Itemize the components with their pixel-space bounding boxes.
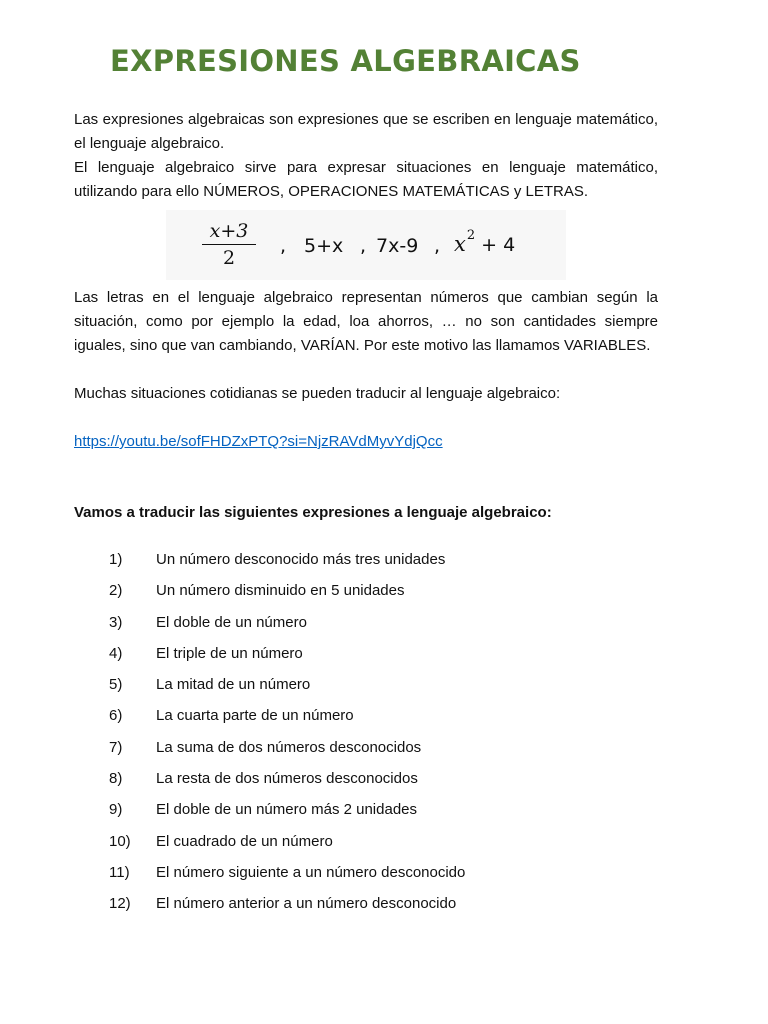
list-item <box>0 611 600 642</box>
list-item-number: 4) <box>109 644 123 662</box>
list-item-number: 8) <box>109 770 123 788</box>
expression-5-plus-x: 5+x <box>304 235 344 257</box>
exercise-list <box>0 548 600 924</box>
list-item <box>0 861 600 892</box>
formula-separator: , <box>280 235 287 257</box>
list-item-text: La mitad de un número <box>156 676 311 694</box>
fraction-expression <box>200 220 258 269</box>
intro-paragraph-2: El lenguaje algebraico sirve para expresar situaciones en lenguaje matemático, utilizando para ello NÚMEROS, OPERACIONES MATEMÁTICAS y LETRAS. <box>74 159 658 200</box>
list-item-number: 1) <box>109 551 123 568</box>
list-item-text: El doble de un número más 2 unidades <box>156 801 418 819</box>
list-item <box>0 579 600 610</box>
list-item-number: 11) <box>109 863 130 881</box>
list-item <box>0 548 600 579</box>
list-item-number: 7) <box>109 738 123 756</box>
list-item-number: 3) <box>109 613 123 631</box>
list-item-text: El triple de un número <box>156 644 303 662</box>
fraction-denominator: 2 <box>222 247 236 269</box>
list-item-text: Un número desconocido más tres unidades <box>156 551 446 568</box>
list-item <box>0 642 600 673</box>
list-item-number: 2) <box>109 582 123 600</box>
list-item <box>0 704 600 735</box>
intro-paragraph-1: Las expresiones algebraicas son expresiones que se escriben en lenguaje matemático, el lenguaje algebraico. <box>74 111 658 152</box>
fraction-bar <box>202 244 256 245</box>
list-item <box>0 673 600 704</box>
list-item-text: La suma de dos números desconocidos <box>156 738 422 756</box>
page-title: EXPRESIONES ALGEBRAICAS <box>110 44 581 78</box>
formula-examples-image <box>166 210 566 280</box>
list-item <box>0 830 600 861</box>
list-item-text: La cuarta parte de un número <box>156 707 354 725</box>
expression-7x-minus-9: 7x-9 <box>376 235 419 257</box>
formula-separator: , <box>434 235 441 257</box>
list-item-number: 10) <box>109 832 131 850</box>
list-item-number: 9) <box>109 801 123 819</box>
list-item-text: El número anterior a un número desconocido <box>156 895 457 913</box>
list-item-text: La resta de dos números desconocidos <box>156 770 418 788</box>
variables-paragraph: Las letras en el lenguaje algebraico representan números que cambian según la situación, como por ejemplo la edad, loa ahorros, … no son cantidades siempre iguales, sino que van cambiando, VARÍAN. Por este motivo las llamamos VARIABLES. <box>74 289 658 354</box>
situations-paragraph: Muchas situaciones cotidianas se pueden traducir al lenguaje algebraico: <box>74 385 561 402</box>
list-item-number: 12) <box>109 895 131 913</box>
list-item-number: 5) <box>109 676 123 694</box>
list-item-text: Un número disminuido en 5 unidades <box>156 582 405 600</box>
exercise-heading: Vamos a traducir las siguientes expresiones a lenguaje algebraico: <box>74 504 552 521</box>
power-rest: + 4 <box>481 234 516 256</box>
list-item <box>0 798 600 829</box>
formula-examples <box>166 210 566 280</box>
power-base: x <box>454 232 466 256</box>
list-item-text: El cuadrado de un número <box>156 832 333 850</box>
power-exponent: 2 <box>466 228 476 243</box>
list-item-text: El doble de un número <box>156 613 307 631</box>
youtube-video-link[interactable]: https://youtu.be/sofFHDZxPTQ?si=NjzRAVdMyvYdjQcc <box>74 433 443 450</box>
list-item-text: El número siguiente a un número desconocido <box>156 863 466 881</box>
fraction-numerator: x+3 <box>209 220 249 242</box>
list-item <box>0 767 600 798</box>
list-item <box>0 736 600 767</box>
expression-x-squared-plus-4 <box>454 228 516 260</box>
list-item <box>0 892 600 923</box>
list-item-number: 6) <box>109 707 123 725</box>
formula-separator: , <box>360 235 367 257</box>
